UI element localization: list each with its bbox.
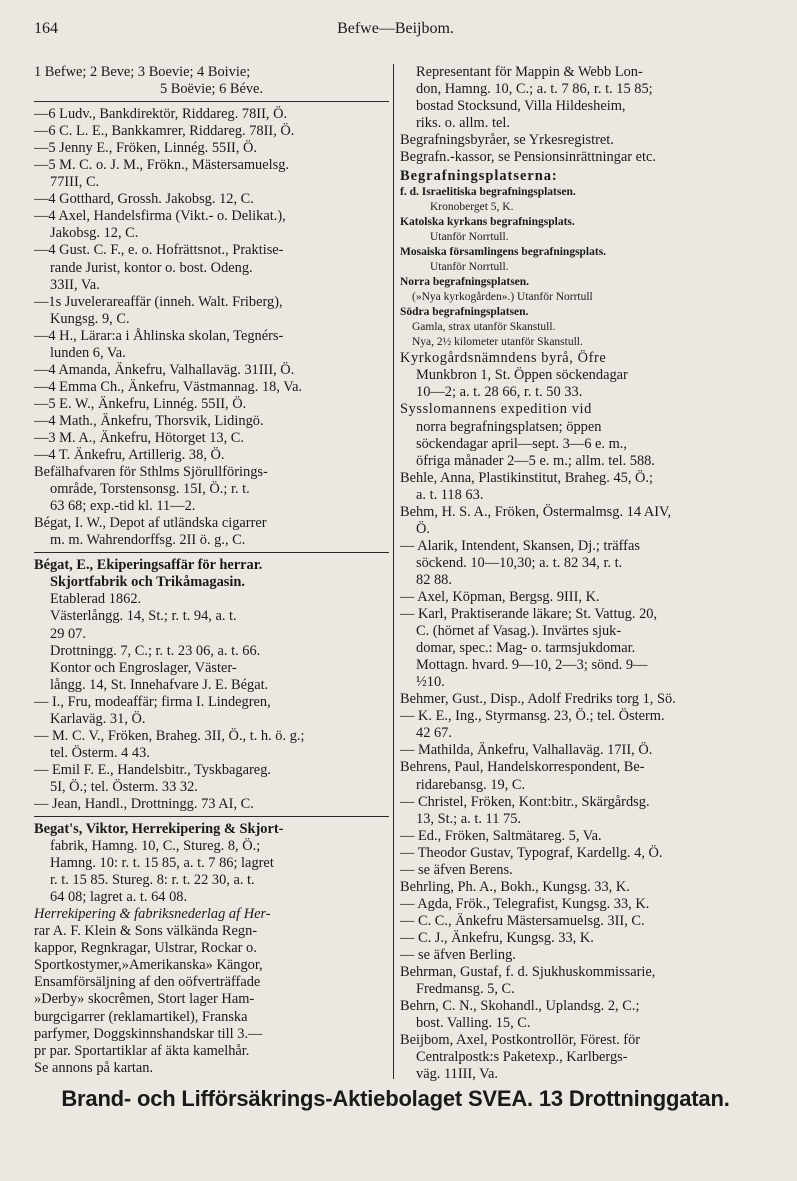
entry-line: Skjortfabrik och Trikåmagasin. bbox=[50, 574, 245, 591]
entry-line: norra begrafningsplatsen; öppen bbox=[416, 418, 602, 435]
entry-line: — C. C., Änkefru Mästersamuelsg. 3II, C. bbox=[400, 912, 645, 929]
entry-line: m. m. Wahrendorffsg. 2II ö. g., C. bbox=[50, 532, 246, 549]
entry-line: Begrafn.-kassor, se Pensionsinrättningar etc. bbox=[400, 149, 656, 166]
entry-line: 82 88. bbox=[416, 571, 452, 588]
entry-line: Begrafningsbyråer, se Yrkesregistret. bbox=[400, 132, 614, 149]
entry-line: (»Nya kyrkogården».) Utanför Norrtull bbox=[412, 291, 593, 304]
entry-line: riks. o. allm. tel. bbox=[416, 115, 510, 132]
section-rule bbox=[34, 101, 389, 102]
entry-line: Hamng. 10: r. t. 15 85, a. t. 7 86; lagret bbox=[50, 855, 274, 872]
entry-line: — Theodor Gustav, Typograf, Kardellg. 4, Ö. bbox=[400, 844, 663, 861]
entry-line: —5 M. C. o. J. M., Frökn., Mästersamuelsg. bbox=[34, 157, 290, 174]
entry-line: — Emil F. E., Handelsbitr., Tyskbagareg. bbox=[34, 761, 271, 778]
entry-line: — Mathilda, Änkefru, Valhallaväg. 17II, Ö. bbox=[400, 742, 653, 759]
entry-line: Etablerad 1862. bbox=[50, 591, 142, 608]
entry-line: öfriga månader 2—5 e. m.; allm. tel. 588. bbox=[416, 452, 655, 469]
entry-line: C. (hörnet af Vasag.). Invärtes sjuk- bbox=[416, 623, 622, 640]
entry-line: burgcigarrer (reklamartikel), Franska bbox=[34, 1008, 248, 1025]
entry-line: lunden 6, Va. bbox=[50, 344, 126, 361]
entry-line: Kungsg. 9, C. bbox=[50, 310, 130, 327]
entry-line: rar A. F. Klein & Sons välkända Regn- bbox=[34, 923, 258, 940]
entry-line: —4 Math., Änkefru, Thorsvik, Lidingö. bbox=[34, 412, 264, 429]
entry-line: —4 Axel, Handelsfirma (Vikt.- o. Delikat.), bbox=[34, 208, 286, 225]
entry-line: — se äfven Berens. bbox=[400, 861, 513, 878]
entry-line: 5I, Ö.; tel. Österm. 33 32. bbox=[50, 778, 198, 795]
entry-line: Centralpostk:s Paketexp., Karlbergs- bbox=[416, 1049, 628, 1066]
entry-line: — Agda, Frök., Telegrafist, Kungsg. 33, K. bbox=[400, 895, 650, 912]
entry-line: 29 07. bbox=[50, 625, 86, 642]
entry-line: domar, spec.: Mag- o. tarmsjukdomar. bbox=[416, 640, 636, 657]
entry-line: — Ed., Fröken, Saltmätareg. 5, Va. bbox=[400, 827, 602, 844]
entry-line: rande Jurist, kontor o. bost. Odeng. bbox=[50, 259, 253, 276]
entry-line: Utanför Norrtull. bbox=[430, 231, 509, 244]
entry-line: 13, St.; a. t. 11 75. bbox=[416, 810, 521, 827]
entry-line: ridarebansg. 19, C. bbox=[416, 776, 526, 793]
entry-line: Representant för Mappin & Webb Lon- bbox=[416, 64, 643, 80]
entry-line: bostad Stocksund, Villa Hildesheim, bbox=[416, 98, 626, 115]
entry-line: — Karl, Praktiserande läkare; St. Vattug. 20, bbox=[400, 606, 658, 623]
left-column bbox=[34, 64, 389, 1077]
entry-line: —6 C. L. E., Bankkamrer, Riddareg. 78II, Ö. bbox=[34, 123, 295, 140]
entry-line: — Alarik, Intendent, Skansen, Dj.; träffas bbox=[400, 537, 640, 554]
entry-line: Befälhafvaren för Sthlms Sjörullförings- bbox=[34, 464, 268, 481]
entry-line: ½10. bbox=[416, 674, 445, 691]
entry-line: kappor, Regnkragar, Ulstrar, Rockar o. bbox=[34, 940, 257, 957]
entry-line: Sportkostymer,»Amerikanska» Kängor, bbox=[34, 957, 263, 974]
entry-line: Behm, H. S. A., Fröken, Östermalmsg. 14 AIV, bbox=[400, 503, 672, 520]
footer-advertisement: Brand- och Lifförsäkrings-Aktiebolaget SVEA. 13 Drottninggatan. bbox=[61, 1086, 730, 1111]
entry-line: —4 Amanda, Änkefru, Valhallaväg. 31III, Ö. bbox=[34, 361, 295, 378]
entry-line: tel. Österm. 4 43. bbox=[50, 744, 150, 761]
entry-line: Behle, Anna, Plastikinstitut, Braheg. 45, Ö.; bbox=[400, 469, 654, 486]
entry-line: 1 Befwe; 2 Beve; 3 Boevie; 4 Boivie; bbox=[34, 64, 251, 80]
entry-line: 63 68; exp.-tid kl. 11—2. bbox=[50, 498, 196, 515]
entry-line: — I., Fru, modeaffär; firma I. Lindegren, bbox=[34, 693, 271, 710]
entry-line: 5 Boëvie; 6 Béve. bbox=[159, 81, 264, 98]
entry-line: Behmer, Gust., Disp., Adolf Fredriks torg 1, Sö. bbox=[400, 691, 676, 708]
right-column bbox=[400, 64, 760, 1083]
entry-line: långg. 14, St. Innehafvare J. E. Bégat. bbox=[50, 676, 269, 693]
entry-line: —6 Ludv., Bankdirektör, Riddareg. 78II, Ö. bbox=[34, 106, 288, 123]
entry-line: Mosaiska församlingens begrafningsplats. bbox=[400, 246, 607, 259]
entry-line: 33II, Va. bbox=[50, 276, 100, 293]
section-rule bbox=[34, 552, 389, 553]
entry-line: Kyrkogårdsnämndens byrå, Öfre bbox=[400, 350, 607, 367]
entry-line: f. d. Israelitiska begrafningsplatsen. bbox=[400, 186, 576, 199]
entry-line: Behrn, C. N., Skohandl., Uplandsg. 2, C.; bbox=[400, 998, 640, 1015]
entry-line: söckend. 10—10,30; a. t. 82 34, r. t. bbox=[416, 554, 623, 571]
entry-line: r. t. 15 85. Stureg. 8: r. t. 22 30, a. t. bbox=[50, 872, 255, 889]
entry-line: —4 H., Lärar:a i Åhlinska skolan, Tegnérs- bbox=[34, 327, 284, 344]
entry-line: Mottagn. hvard. 9—10, 2—3; sönd. 9— bbox=[416, 657, 648, 674]
entry-line: —1s Juvelerareaffär (inneh. Walt. Friberg), bbox=[34, 293, 283, 310]
entry-line: — M. C. V., Fröken, Braheg. 3II, Ö., t. h. ö. g.; bbox=[34, 727, 305, 744]
entry-line: Kontor och Engroslager, Väster- bbox=[50, 659, 237, 676]
entry-line: — C. J., Änkefru, Kungsg. 33, K. bbox=[400, 929, 594, 946]
entry-line: — Jean, Handl., Drottningg. 73 AI, C. bbox=[34, 795, 254, 812]
entry-line: Katolska kyrkans begrafningsplats. bbox=[400, 216, 575, 229]
entry-line: Gamla, strax utanför Skanstull. bbox=[412, 321, 556, 334]
entry-line: Södra begrafningsplatsen. bbox=[400, 306, 529, 319]
entry-line: Fredmansg. 5, C. bbox=[416, 981, 515, 998]
entry-line: —4 T. Änkefru, Artillerig. 38, Ö. bbox=[34, 447, 225, 464]
entry-line: —3 M. A., Änkefru, Hötorget 13, C. bbox=[34, 429, 244, 446]
entry-line: Ö. bbox=[416, 520, 430, 537]
entry-line: Karlaväg. 31, Ö. bbox=[50, 710, 146, 727]
section-rule bbox=[34, 816, 389, 817]
entry-line: — K. E., Ing., Styrmansg. 23, Ö.; tel. Österm. bbox=[400, 708, 665, 725]
entry-line: Kronoberget 5, K. bbox=[430, 201, 514, 214]
entry-line: 42 67. bbox=[416, 725, 452, 742]
entry-line: parfymer, Doggskinnshandskar till 3.— bbox=[34, 1025, 263, 1042]
entry-line: Begat's, Viktor, Herrekipering & Skjort- bbox=[34, 821, 284, 838]
entry-line: Sysslomannens expedition vid bbox=[400, 401, 592, 418]
entry-line: —5 E. W., Änkefru, Linnég. 55II, Ö. bbox=[34, 395, 247, 412]
entry-line: Behrman, Gustaf, f. d. Sjukhuskommissarie, bbox=[400, 964, 656, 981]
entry-line: väg. 11III, Va. bbox=[416, 1066, 498, 1083]
entry-line: »Derby» skocrêmen, Stort lager Ham- bbox=[34, 991, 255, 1008]
column-divider bbox=[393, 64, 394, 1079]
entry-line: Norra begrafningsplatsen. bbox=[400, 276, 530, 289]
entry-line: fabrik, Hamng. 10, C., Stureg. 8, Ö.; bbox=[50, 838, 261, 855]
entry-line: don, Hamng. 10, C.; a. t. 7 86, r. t. 15 85; bbox=[416, 81, 653, 98]
entry-line: Se annons på kartan. bbox=[34, 1059, 154, 1076]
entry-line: pr par. Sportartiklar af äkta kamelhår. bbox=[34, 1042, 250, 1059]
page-number: 164 bbox=[34, 20, 58, 37]
entry-line: a. t. 118 63. bbox=[416, 486, 484, 503]
entry-line: Behrling, Ph. A., Bokh., Kungsg. 33, K. bbox=[400, 878, 630, 895]
entry-line: — se äfven Berling. bbox=[400, 946, 516, 963]
entry-line: — Axel, Köpman, Bergsg. 9III, K. bbox=[400, 588, 600, 605]
entry-line: Munkbron 1, St. Öppen söckendagar bbox=[416, 367, 628, 384]
entry-line: —4 Emma Ch., Änkefru, Västmannag. 18, Va. bbox=[34, 378, 303, 395]
entry-line: — Christel, Fröken, Kont:bitr., Skärgårdsg. bbox=[400, 793, 650, 810]
section-heading: Begrafningsplatserna: bbox=[400, 168, 558, 185]
entry-line: —4 Gotthard, Grossh. Jakobsg. 12, C. bbox=[34, 191, 254, 208]
entry-line: Behrens, Paul, Handelskorrespondent, Be- bbox=[400, 759, 645, 776]
page-header bbox=[34, 20, 757, 44]
entry-line: Herrekipering & fabriksnederlag af Her- bbox=[34, 906, 271, 923]
entry-line: Beijbom, Axel, Postkontrollör, Förest. för bbox=[400, 1032, 641, 1049]
entry-line: Bégat, E., Ekiperingsaffär för herrar. bbox=[34, 557, 263, 574]
entry-line: bost. Valling. 15, C. bbox=[416, 1015, 531, 1032]
entry-line: söckendagar april—sept. 3—6 e. m., bbox=[416, 435, 628, 452]
entry-line: Jakobsg. 12, C. bbox=[50, 225, 139, 242]
entry-line: 77III, C. bbox=[50, 174, 100, 191]
running-title: Befwe—Beijbom. bbox=[337, 20, 454, 37]
entry-line: 64 08; lagret a. t. 64 08. bbox=[50, 889, 188, 906]
entry-line: Drottningg. 7, C.; r. t. 23 06, a. t. 66. bbox=[50, 642, 261, 659]
entry-line: —5 Jenny E., Fröken, Linnég. 55II, Ö. bbox=[34, 140, 258, 157]
entry-line: Bégat, I. W., Depot af utländska cigarrer bbox=[34, 515, 267, 532]
entry-line: Utanför Norrtull. bbox=[430, 261, 509, 274]
entry-line: område, Torstensonsg. 15I, Ö.; r. t. bbox=[50, 481, 250, 498]
entry-line: —4 Gust. C. F., e. o. Hofrättsnot., Praktise- bbox=[34, 242, 284, 259]
entry-line: 10—2; a. t. 28 66, r. t. 50 33. bbox=[416, 384, 583, 401]
entry-line: Ensamförsäljning af den oöfverträffade bbox=[34, 974, 261, 991]
entry-line: Nya, 2½ kilometer utanför Skanstull. bbox=[412, 336, 583, 349]
entry-line: Västerlångg. 14, St.; r. t. 94, a. t. bbox=[50, 608, 237, 625]
